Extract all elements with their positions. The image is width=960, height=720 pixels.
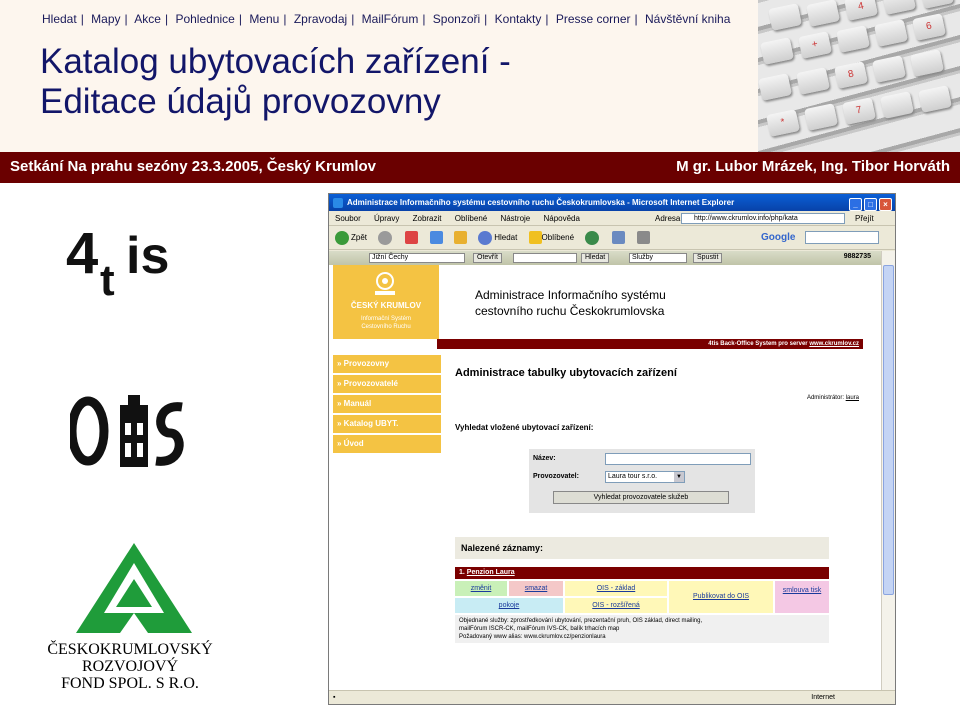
nav-separator: | <box>124 12 128 26</box>
admin-info <box>807 395 859 401</box>
scrollbar-thumb[interactable] <box>883 265 894 595</box>
minimize-icon[interactable]: _ <box>849 198 862 211</box>
fund-name-line-1: ČESKOKRUMLOVSKÝ <box>47 641 213 658</box>
print-icon <box>637 231 650 244</box>
go-button[interactable]: Přejít <box>855 214 874 223</box>
fund-name-line-3: FOND SPOL. S R.O. <box>61 675 199 692</box>
search-icon <box>478 231 492 245</box>
presenters: M gr. Lubor Mrázek, Ing. Tibor Horváth <box>676 158 950 175</box>
keyboard-key <box>836 25 870 53</box>
logo-subtitle-line-1: Informační Systém <box>360 316 411 322</box>
menu-item-uvod[interactable]: » Úvod <box>333 435 441 453</box>
nav-link-akce[interactable]: Akce <box>134 12 161 26</box>
browser-content <box>329 251 881 690</box>
rose-icon <box>369 271 401 297</box>
address-input[interactable]: http://www.ckrumlov.info/php/kata <box>681 213 845 224</box>
logo-subtitle <box>333 315 439 331</box>
favorites-label: Oblíbené <box>541 233 575 242</box>
search-form <box>529 449 755 513</box>
nav-separator: | <box>351 12 355 26</box>
stop-button[interactable] <box>405 226 418 250</box>
fund-logo <box>74 541 194 636</box>
address-label: Adresa <box>655 214 681 223</box>
keyboard-key: * <box>766 109 800 137</box>
search-label: Hledat <box>494 233 518 242</box>
site-toolbar <box>329 251 881 265</box>
mail-icon <box>612 231 625 244</box>
menu-item-provozovny[interactable]: » Provozovny <box>333 355 441 373</box>
refresh-button[interactable] <box>430 226 443 250</box>
nav-separator: | <box>422 12 426 26</box>
keyboard-key <box>758 73 792 101</box>
nav-link-mailforum[interactable]: MailFórum <box>361 12 419 26</box>
google-toolbar <box>761 231 891 245</box>
top-navigation <box>42 12 730 26</box>
menu-napoveda[interactable]: Nápověda <box>543 214 580 223</box>
contract-print-link[interactable]: smlouva tisk <box>775 581 829 613</box>
keyboard-key <box>874 19 908 47</box>
nav-link-kontakty[interactable]: Kontakty <box>494 12 542 26</box>
nav-link-pohlednice[interactable]: Pohlednice <box>175 12 235 26</box>
mail-button[interactable] <box>612 226 625 250</box>
refresh-icon <box>430 231 443 244</box>
logo-column <box>0 183 248 720</box>
maximize-icon[interactable]: □ <box>864 198 877 211</box>
results-heading: Nalezené záznamy: <box>455 537 829 559</box>
page-done-icon: ▪ <box>333 694 336 701</box>
keyboard-key <box>872 55 906 83</box>
security-zone: Internet <box>811 694 835 701</box>
site-search-input[interactable] <box>513 253 577 263</box>
edit-link[interactable]: změnit <box>455 581 507 596</box>
svg-text:t: t <box>100 256 115 303</box>
svg-text:is: is <box>126 227 170 285</box>
chevron-down-icon: ▼ <box>674 472 684 482</box>
fund-name <box>30 641 230 692</box>
nav-separator: | <box>545 12 549 26</box>
keyboard-key <box>918 85 952 113</box>
keyboard-key <box>880 91 914 119</box>
keyboard-key: 8 <box>834 61 868 89</box>
operator-value: Laura tour s.r.o. <box>608 473 658 480</box>
search-button[interactable] <box>478 226 517 250</box>
ois-logo <box>70 393 190 473</box>
nav-link-zpravodaj[interactable]: Zpravodaj <box>293 12 348 26</box>
forward-button[interactable] <box>378 226 394 250</box>
keyboard-key <box>920 0 954 9</box>
backoffice-text: 4tis Back-Office System pro server <box>708 341 810 347</box>
keyboard-key: 6 <box>912 13 946 41</box>
admin-label: Administrátor: <box>806 395 846 401</box>
back-label: Zpět <box>351 233 368 242</box>
logo-name: ČESKÝ KRUMLOV <box>350 301 422 310</box>
operator-select[interactable] <box>605 471 685 483</box>
nav-separator: | <box>238 12 242 26</box>
result-name-link[interactable]: Penzion Laura <box>466 569 515 576</box>
back-button[interactable] <box>335 226 367 250</box>
keyboard-key <box>804 103 838 131</box>
rooms-link[interactable]: pokoje <box>455 598 563 613</box>
keyboard-key: 7 <box>842 97 876 125</box>
site-title <box>475 287 666 319</box>
nav-link-presse-corner[interactable]: Presse corner <box>555 12 631 26</box>
history-icon <box>585 231 599 245</box>
ois-basic-link[interactable]: OIS - základ <box>565 581 667 596</box>
site-search-button[interactable]: Hledat <box>581 253 609 263</box>
result-actions <box>455 581 829 613</box>
nav-separator: | <box>164 12 169 26</box>
visitor-counter: 9882735 <box>843 253 871 260</box>
keyboard-key <box>910 49 944 77</box>
main-content <box>449 359 863 689</box>
keyboard-key <box>760 37 794 65</box>
search-heading: Vyhledat vložené ubytovací zařízení: <box>455 423 594 432</box>
browser-titlebar <box>329 194 895 211</box>
menu-zobrazit[interactable]: Zobrazit <box>412 214 442 223</box>
services-select[interactable]: Služby <box>629 253 687 263</box>
menu-oblibene[interactable]: Oblíbené <box>454 214 488 223</box>
nav-link-mapy[interactable]: Mapy <box>91 12 121 26</box>
event-bar <box>0 152 960 183</box>
nav-separator: | <box>283 12 287 26</box>
operator-label: Provozovatel: <box>533 473 579 480</box>
forward-arrow-icon <box>378 231 392 245</box>
results-section <box>455 537 829 643</box>
keyboard-key <box>796 67 830 95</box>
site-sidebar-menu <box>333 355 441 455</box>
home-button[interactable] <box>454 226 467 250</box>
name-input[interactable] <box>605 453 751 465</box>
admin-user-link[interactable]: laura <box>845 395 859 401</box>
address-bar <box>655 211 895 226</box>
keyboard-key: 4 <box>844 0 878 21</box>
menu-item-provozovatele[interactable]: » Provozovatelé <box>333 375 441 393</box>
event-info: Setkání Na prahu sezóny 23.3.2005, Český Krumlov <box>10 158 376 175</box>
open-button[interactable]: Otevřít <box>473 253 502 263</box>
nav-separator: | <box>80 12 84 26</box>
keyboard-key <box>806 0 840 27</box>
history-button[interactable] <box>585 226 601 250</box>
publish-ois-link[interactable]: Publikovat do OIS <box>669 581 773 613</box>
requested-alias: Požadovaný www alias: www.ckrumlov.cz/penzionlaura <box>459 634 606 640</box>
favorites-button[interactable] <box>529 226 574 250</box>
nav-link-menu[interactable]: Menu <box>249 12 280 26</box>
logo-subtitle-line-2: Cestovního Ruchu <box>361 324 411 330</box>
result-title <box>455 567 829 579</box>
menu-upravy[interactable]: Úpravy <box>374 214 400 223</box>
google-logo: Google <box>761 232 796 243</box>
4tis-logo <box>66 223 196 303</box>
name-label: Název: <box>533 455 556 462</box>
result-index: 1. <box>459 569 467 576</box>
nav-link-hledat[interactable]: Hledat <box>42 12 77 26</box>
search-operators-button[interactable]: Vyhledat provozovatele služeb <box>553 491 729 504</box>
page-title-line-1: Katalog ubytovacích zařízení - <box>40 42 511 81</box>
menu-item-katalog[interactable]: » Katalog UBYT. <box>333 415 441 433</box>
nav-link-sponzori[interactable]: Sponzoři <box>432 12 481 26</box>
close-icon[interactable]: × <box>879 198 892 211</box>
browser-statusbar <box>329 690 895 704</box>
header-area <box>0 0 760 152</box>
site-title-line-2: cestovního ruchu Českokrumlovska <box>475 304 665 318</box>
browser-title: Administrace Informačního systému cestovního ruchu Českokrumlovska - Microsoft Internet Explorer <box>347 198 735 207</box>
nav-link-navstevni-kniha[interactable]: Návštěvní kniha <box>644 12 731 26</box>
backoffice-bar <box>437 339 863 349</box>
page-title <box>40 42 511 122</box>
result-description <box>455 615 829 643</box>
keyboard-key <box>882 0 916 15</box>
main-heading: Administrace tabulky ubytovacích zařízení <box>455 367 677 379</box>
browser-menubar <box>329 211 895 226</box>
page-title-line-2: Editace údajů provozovny <box>40 82 441 121</box>
keyboard-key: + <box>798 31 832 59</box>
site-title-line-1: Administrace Informačního systému <box>475 288 666 302</box>
delete-link[interactable]: smazat <box>509 581 563 596</box>
browser-window <box>328 193 896 705</box>
stop-icon <box>405 231 418 244</box>
star-icon <box>529 231 542 244</box>
site-header <box>329 265 881 347</box>
ordered-services: Objednané služby: zprostředkování ubytování, prezentační pruh, OIS základ, direct mailing, <box>459 618 703 624</box>
start-button[interactable]: Spustit <box>693 253 722 263</box>
ois-extended-link[interactable]: OIS - rozšířená <box>565 598 667 613</box>
vertical-scrollbar[interactable] <box>881 251 895 690</box>
nav-separator: | <box>484 12 488 26</box>
menu-nastroje[interactable]: Nástroje <box>500 214 531 223</box>
google-search-input[interactable] <box>805 231 879 244</box>
fund-name-line-2: ROZVOJOVÝ <box>82 658 178 675</box>
browser-toolbar <box>329 226 895 250</box>
cesky-krumlov-logo <box>333 265 439 339</box>
keyboard-photo <box>758 0 960 152</box>
backoffice-link[interactable]: www.ckrumlov.cz <box>809 341 859 347</box>
ie-icon <box>333 198 343 208</box>
region-select[interactable]: Jižní Čechy <box>369 253 465 263</box>
print-button[interactable] <box>637 226 650 250</box>
home-icon <box>454 231 467 244</box>
menu-item-manual[interactable]: » Manuál <box>333 395 441 413</box>
svg-text:4: 4 <box>66 223 99 286</box>
nav-separator: | <box>634 12 638 26</box>
back-arrow-icon <box>335 231 349 245</box>
ordered-services-cont: mailFórum ISCR-CK, mailFórum IVS-CK, balík trhacích map <box>459 626 620 632</box>
keyboard-key <box>768 3 802 31</box>
menu-soubor[interactable]: Soubor <box>335 214 361 223</box>
